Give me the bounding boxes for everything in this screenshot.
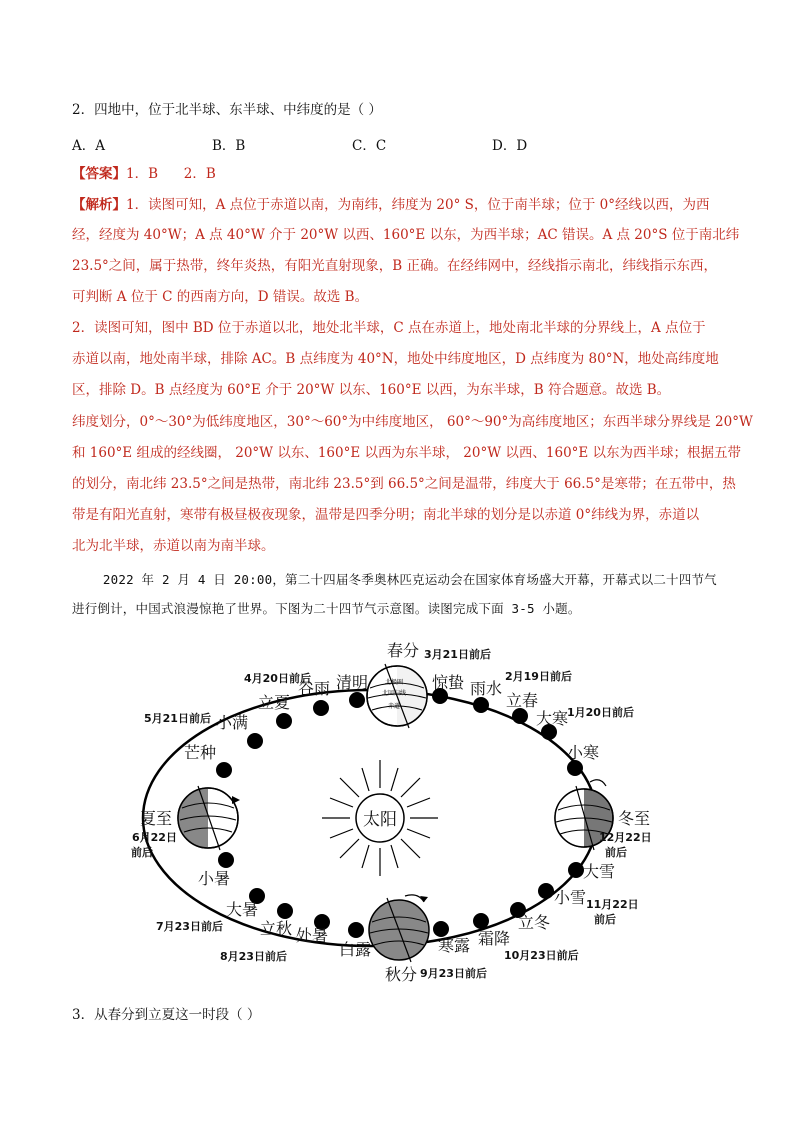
option-a: A．A [72,138,105,154]
analysis-line-4: 可判断 A 位于 C 的西南方向，D 错误。故选 B。 [72,289,369,305]
term-dot-bailu [348,922,364,938]
option-d: D．D [492,138,528,154]
date-dongzhi-2: 前后 [605,846,627,859]
term-hanlu: 寒露 [438,936,471,955]
date-shuangjiang: 10月23日前后 [504,949,579,962]
term-xiaoshu: 小暑 [198,869,231,888]
analysis-line-2: 经，经度为 40°W；A 点 40°W 介于 20°W 以西、160°E 以东，为西半球；AC 错误。A 点 20°S 位于南北纬 [72,227,740,243]
term-shuangjiang: 霜降 [478,929,511,948]
term-lixia: 立夏 [258,693,291,712]
term-qiufen: 秋分 [385,965,418,984]
term-dot-hanlu [433,921,449,937]
term-dot-lixia [276,713,292,729]
term-dot-xiaohan [567,760,583,776]
analysis-line-6: 赤道以南，地处南半球，排除 AC。B 点纬度为 40°N，地处中纬度地区，D 点纬度为 80°N，地处高纬度地 [72,351,719,367]
analysis-line-7: 区，排除 D。B 点经度为 60°E 介于 20°W 以东、160°E 以西，为东半球，B 符合题意。故选 B。 [72,382,671,398]
date-xiaoman: 5月21日前后 [144,712,211,725]
analysis-line-10: 的划分，南北纬 23.5°之间是热带，南北纬 23.5°到 66.5°之间是温带，纬度大于 66.5°是寒带；在五带中，热 [72,476,736,492]
date-qiufen: 9月23日前后 [420,967,487,980]
date-dashu: 7月23日前后 [156,920,223,933]
analysis-line-9: 和 160°E 组成的经线圈， 20°W 以东、160°E 以西为东半球， 20°W 以西、160°E 以东为西半球；根据五带 [72,445,742,461]
intro-line-2: 进行倒计，中国式浪漫惊艳了世界。下图为二十四节气示意图。读图完成下面 3-5 小题。 [72,601,581,616]
term-lichun: 立春 [506,691,539,710]
term-dot-guyu [313,700,329,716]
analysis-line-3: 23.5°之间，属于热带，终年炎热，有阳光直射现象，B 正确。在经纬网中，经线指示南北，纬线指示东西， [72,258,718,274]
analysis-line-12: 北为北半球，赤道以南为南半球。 [72,538,275,554]
term-lidong: 立冬 [518,913,551,932]
globe-arctic-label: 北极圈 [385,679,404,686]
term-chushu: 处暑 [296,926,329,945]
date-guyu: 4月20日前后 [244,672,311,685]
term-chunfen: 春分 [387,641,420,660]
term-dot-liqiu [277,903,293,919]
solar-terms-diagram [100,630,660,990]
answer-text: 1．B 2．B [126,166,216,182]
term-dot-xiaoman [247,733,263,749]
term-xiaohan: 小寒 [567,743,600,762]
term-liqiu: 立秋 [260,919,293,938]
option-b: B．B [212,138,246,154]
term-dashu: 大暑 [226,900,259,919]
term-dongzhi: 冬至 [618,809,651,828]
globe-chunfen [367,664,427,728]
globe-equator-label: 赤道 [388,703,401,710]
term-dot-qingming [349,692,365,708]
term-bailu: 白露 [339,940,372,959]
date-xiaoxue-1: 11月22日 [586,898,639,911]
date-yushui: 2月19日前后 [505,670,572,683]
term-dot-lichun [512,708,528,724]
globe-qiufen [369,895,429,962]
date-xiaoxue-2: 前后 [594,913,616,926]
term-xiaoxue: 小雪 [554,888,587,907]
term-dot-xiaoshu [218,852,234,868]
analysis-label: 【解析】 [72,197,126,213]
option-c: C．C [352,138,387,154]
term-yushui: 雨水 [470,679,503,698]
date-xiazhi-1: 6月22日 [132,831,177,844]
term-dot-mangzhong [216,762,232,778]
term-xiazhi: 夏至 [140,809,173,828]
term-daxue: 大雪 [583,862,616,881]
analysis-line-5: 2．读图可知，图中 BD 位于赤道以北，地处北半球，C 点在赤道上，地处南北半球的分界线上，A 点位于 [72,320,706,336]
term-qingming: 清明 [336,673,369,692]
sun-label: 太阳 [363,810,397,830]
date-chushu: 8月23日前后 [220,950,287,963]
analysis-line-11: 带是有阳光直射，寒带有极昼极夜现象，温带是四季分明；南北半球的划分是以赤道 0°纬线为界，赤道以 [72,507,700,523]
term-xiaoman: 小满 [216,713,249,732]
term-dot-daxue [568,862,584,878]
term-dahan: 大寒 [536,709,569,728]
analysis-text: 1．读图可知，A 点位于赤道以南，为南纬，纬度为 20° S，位于南半球；位于 0°经线以西，为西 [126,197,710,213]
analysis-line-8: 纬度划分，0°～30°为低纬度地区，30°～60°为中纬度地区， 60°～90°为高纬度地区；东西半球分界线是 20°W [72,414,753,430]
intro-line-1: 2022 年 2 月 4 日 20:00，第二十四届冬季奥林匹克运动会在国家体育场盛大开幕，开幕式以二十四节气 [72,572,717,587]
question-2-stem: 2．四地中，位于北半球、东半球、中纬度的是（ ） [72,102,382,118]
question-3-stem: 3．从春分到立夏这一时段（ ） [72,1007,261,1023]
term-dot-xiaoxue [538,883,554,899]
date-dongzhi-1: 12月22日 [599,831,652,844]
date-xiazhi-2: 前后 [131,846,153,859]
date-chunfen: 3月21日前后 [424,648,491,661]
answer-label: 【答案】 [72,166,126,182]
answer-line [72,164,216,184]
term-dot-yushui [473,697,489,713]
date-dahan: 1月20日前后 [567,706,634,719]
term-mangzhong: 芒种 [184,743,217,762]
term-jingzhe: 惊蛰 [432,673,465,692]
globe-xiazhi [178,786,240,850]
term-dot-shuangjiang [473,913,489,929]
analysis-line-1 [72,195,710,215]
globe-tropic-label: 北回归线 [382,690,407,697]
term-guyu: 谷雨 [298,679,331,698]
